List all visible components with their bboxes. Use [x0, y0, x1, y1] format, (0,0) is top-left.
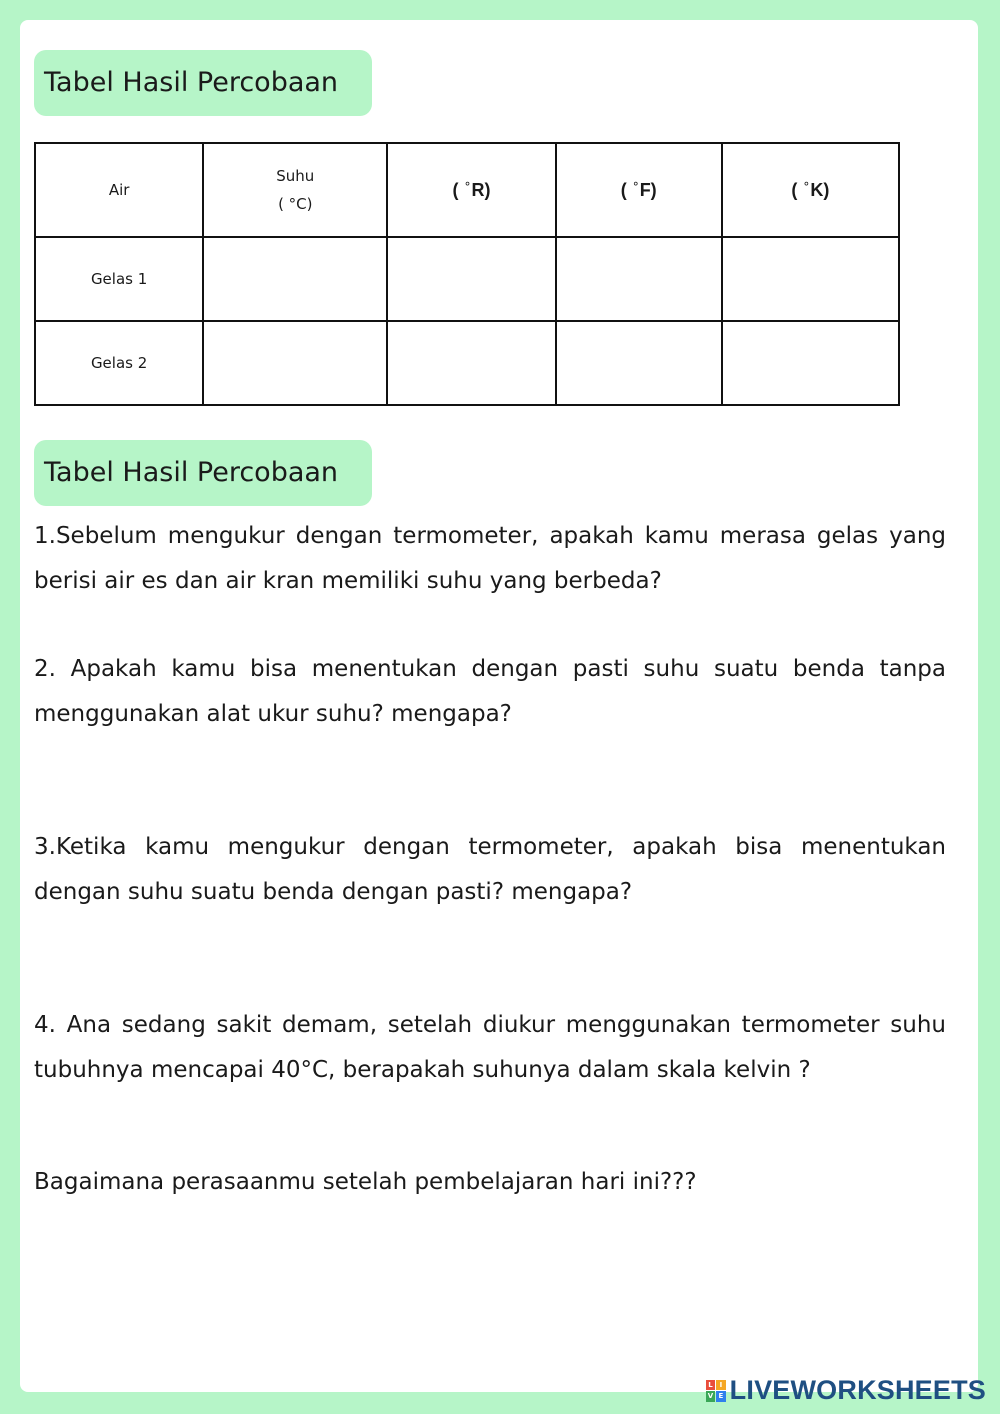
cell-gelas-1-kelvin[interactable] — [722, 237, 899, 321]
results-table — [34, 142, 900, 406]
header-reamur-open: ( — [452, 179, 459, 200]
table-header-row — [35, 143, 899, 237]
liveworksheets-logo-icon — [706, 1380, 726, 1402]
closing-question: Bagaimana perasaanmu setelah pembelajaran hari ini??? — [34, 1169, 697, 1195]
section-title-questions: Tabel Hasil Percobaan — [34, 440, 372, 506]
header-kelvin-unit: K) — [810, 179, 830, 200]
question-2: 2. Apakah kamu bisa menentukan dengan pasti suhu suatu benda tanpa menggunakan alat ukur suhu? mengapa? — [34, 656, 946, 727]
header-suhu-label: Suhu — [276, 167, 315, 185]
question-4: 4. Ana sedang sakit demam, setelah diukur menggunakan termometer suhu tubuhnya mencapai 40°C, berapakah suhunya dalam skala kelvin ? — [34, 1012, 946, 1083]
header-reamur-degree: ° — [464, 179, 471, 194]
cell-gelas-1-celsius[interactable] — [203, 237, 387, 321]
table-row — [35, 237, 899, 321]
question-3: 3.Ketika kamu mengukur dengan termometer, apakah bisa menentukan dengan suhu suatu benda dengan pasti? mengapa? — [34, 834, 946, 905]
logo-mark-i: I — [716, 1380, 726, 1391]
logo-mark-l: L — [706, 1380, 716, 1391]
header-suhu — [203, 143, 387, 237]
header-reamur-unit: R) — [471, 179, 491, 200]
header-air: Air — [35, 143, 203, 237]
cell-gelas-1-reamur[interactable] — [387, 237, 555, 321]
header-kelvin-degree: ° — [803, 179, 810, 194]
row-label-gelas-2: Gelas 2 — [35, 321, 203, 405]
liveworksheets-logo-text: LIVEWORKSHEETS — [729, 1375, 986, 1405]
section-title-table: Tabel Hasil Percobaan — [34, 50, 372, 116]
logo-mark-v: V — [706, 1391, 716, 1402]
header-kelvin — [722, 143, 899, 237]
question-1: 1.Sebelum mengukur dengan termometer, apakah kamu merasa gelas yang berisi air es dan air kran memiliki suhu yang berbeda? — [34, 523, 946, 594]
cell-gelas-2-fahrenheit[interactable] — [556, 321, 722, 405]
header-reamur — [387, 143, 555, 237]
cell-gelas-1-fahrenheit[interactable] — [556, 237, 722, 321]
header-kelvin-open: ( — [791, 179, 798, 200]
logo-mark-e: E — [716, 1391, 726, 1402]
table-row — [35, 321, 899, 405]
header-suhu-unit: ( °C) — [278, 195, 313, 213]
cell-gelas-2-celsius[interactable] — [203, 321, 387, 405]
header-fahrenheit-open: ( — [620, 179, 627, 200]
cell-gelas-2-reamur[interactable] — [387, 321, 555, 405]
header-fahrenheit-degree: ° — [632, 179, 639, 194]
row-label-gelas-1: Gelas 1 — [35, 237, 203, 321]
header-fahrenheit-unit: F) — [639, 179, 657, 200]
liveworksheets-logo — [706, 1375, 986, 1406]
header-fahrenheit — [556, 143, 722, 237]
cell-gelas-2-kelvin[interactable] — [722, 321, 899, 405]
